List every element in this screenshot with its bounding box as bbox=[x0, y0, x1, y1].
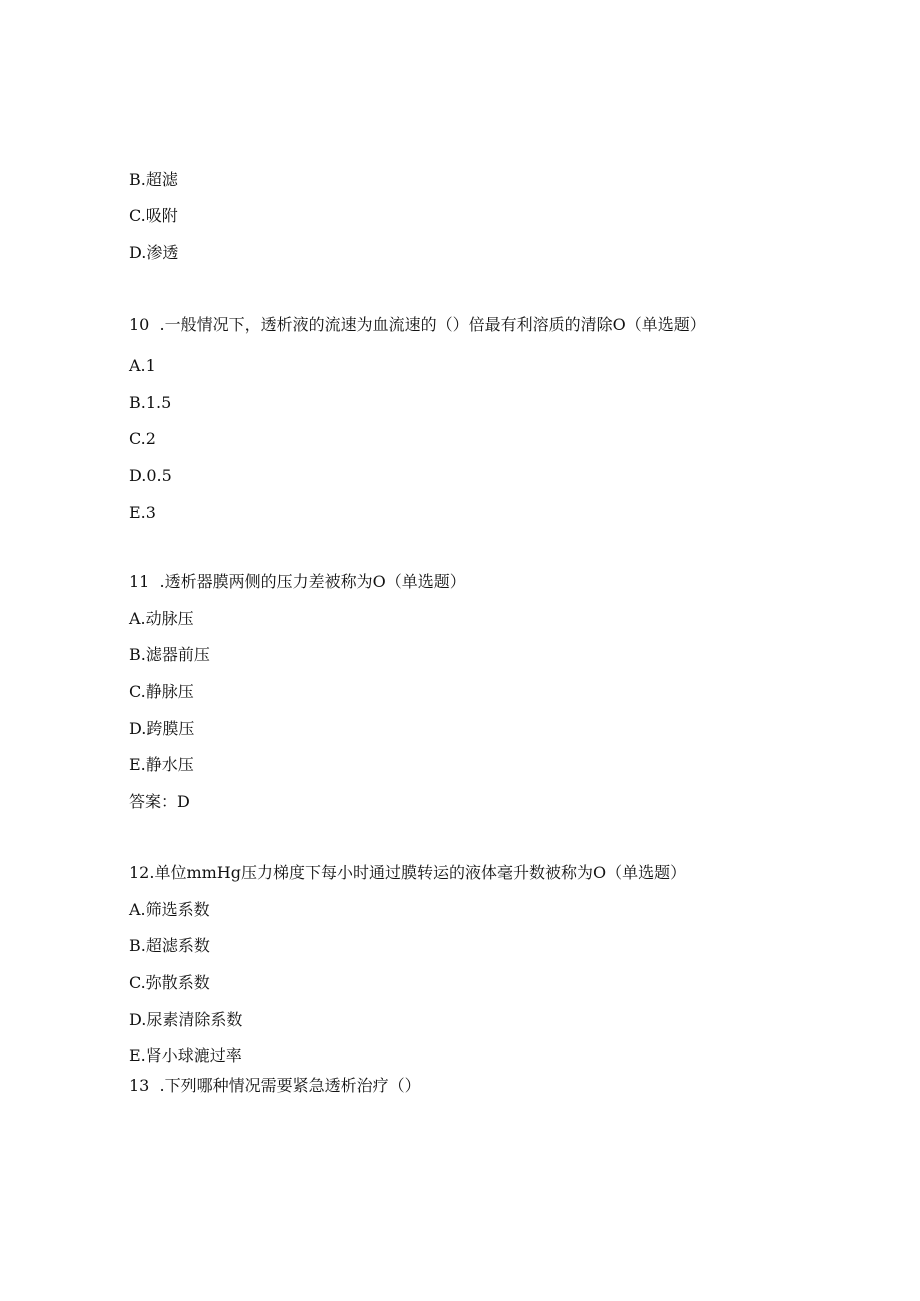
option-9d: D.渗透 bbox=[129, 243, 179, 262]
option-11e: E.静水压 bbox=[129, 755, 194, 774]
option-9c: C.吸附 bbox=[129, 206, 178, 225]
option-11d: D.跨膜压 bbox=[129, 719, 195, 738]
option-12d: D.尿素清除系数 bbox=[129, 1010, 243, 1029]
answer-11: 答案：D bbox=[129, 792, 190, 811]
option-12e: E.肾小球漉过率 bbox=[129, 1046, 242, 1065]
option-11c: C.静脉压 bbox=[129, 682, 194, 701]
option-12a: A.筛选系数 bbox=[129, 900, 210, 919]
option-9b: B.超滤 bbox=[129, 170, 178, 189]
option-10c: C.2 bbox=[129, 429, 156, 448]
question-11: 11 .透析器膜两侧的压力差被称为O（单选题） bbox=[129, 572, 466, 591]
question-12: 12.单位mmHg压力梯度下每小时通过膜转运的液体毫升数被称为O（单选题） bbox=[129, 863, 687, 882]
option-10d: D.0.5 bbox=[129, 466, 172, 485]
option-11b: B.滤器前压 bbox=[129, 645, 210, 664]
option-11a: A.动脉压 bbox=[129, 609, 194, 628]
question-13: 13 .下列哪种情况需要紧急透析治疗（） bbox=[129, 1076, 421, 1095]
option-12b: B.超滤系数 bbox=[129, 936, 210, 955]
option-12c: C.弥散系数 bbox=[129, 973, 210, 992]
option-10a: A.1 bbox=[129, 356, 156, 375]
question-10: 10 .一般情况下，透析液的流速为血流速的（）倍最有利溶质的清除O（单选题） bbox=[129, 315, 706, 334]
option-10b: B.1.5 bbox=[129, 393, 172, 412]
option-10e: E.3 bbox=[129, 503, 156, 522]
